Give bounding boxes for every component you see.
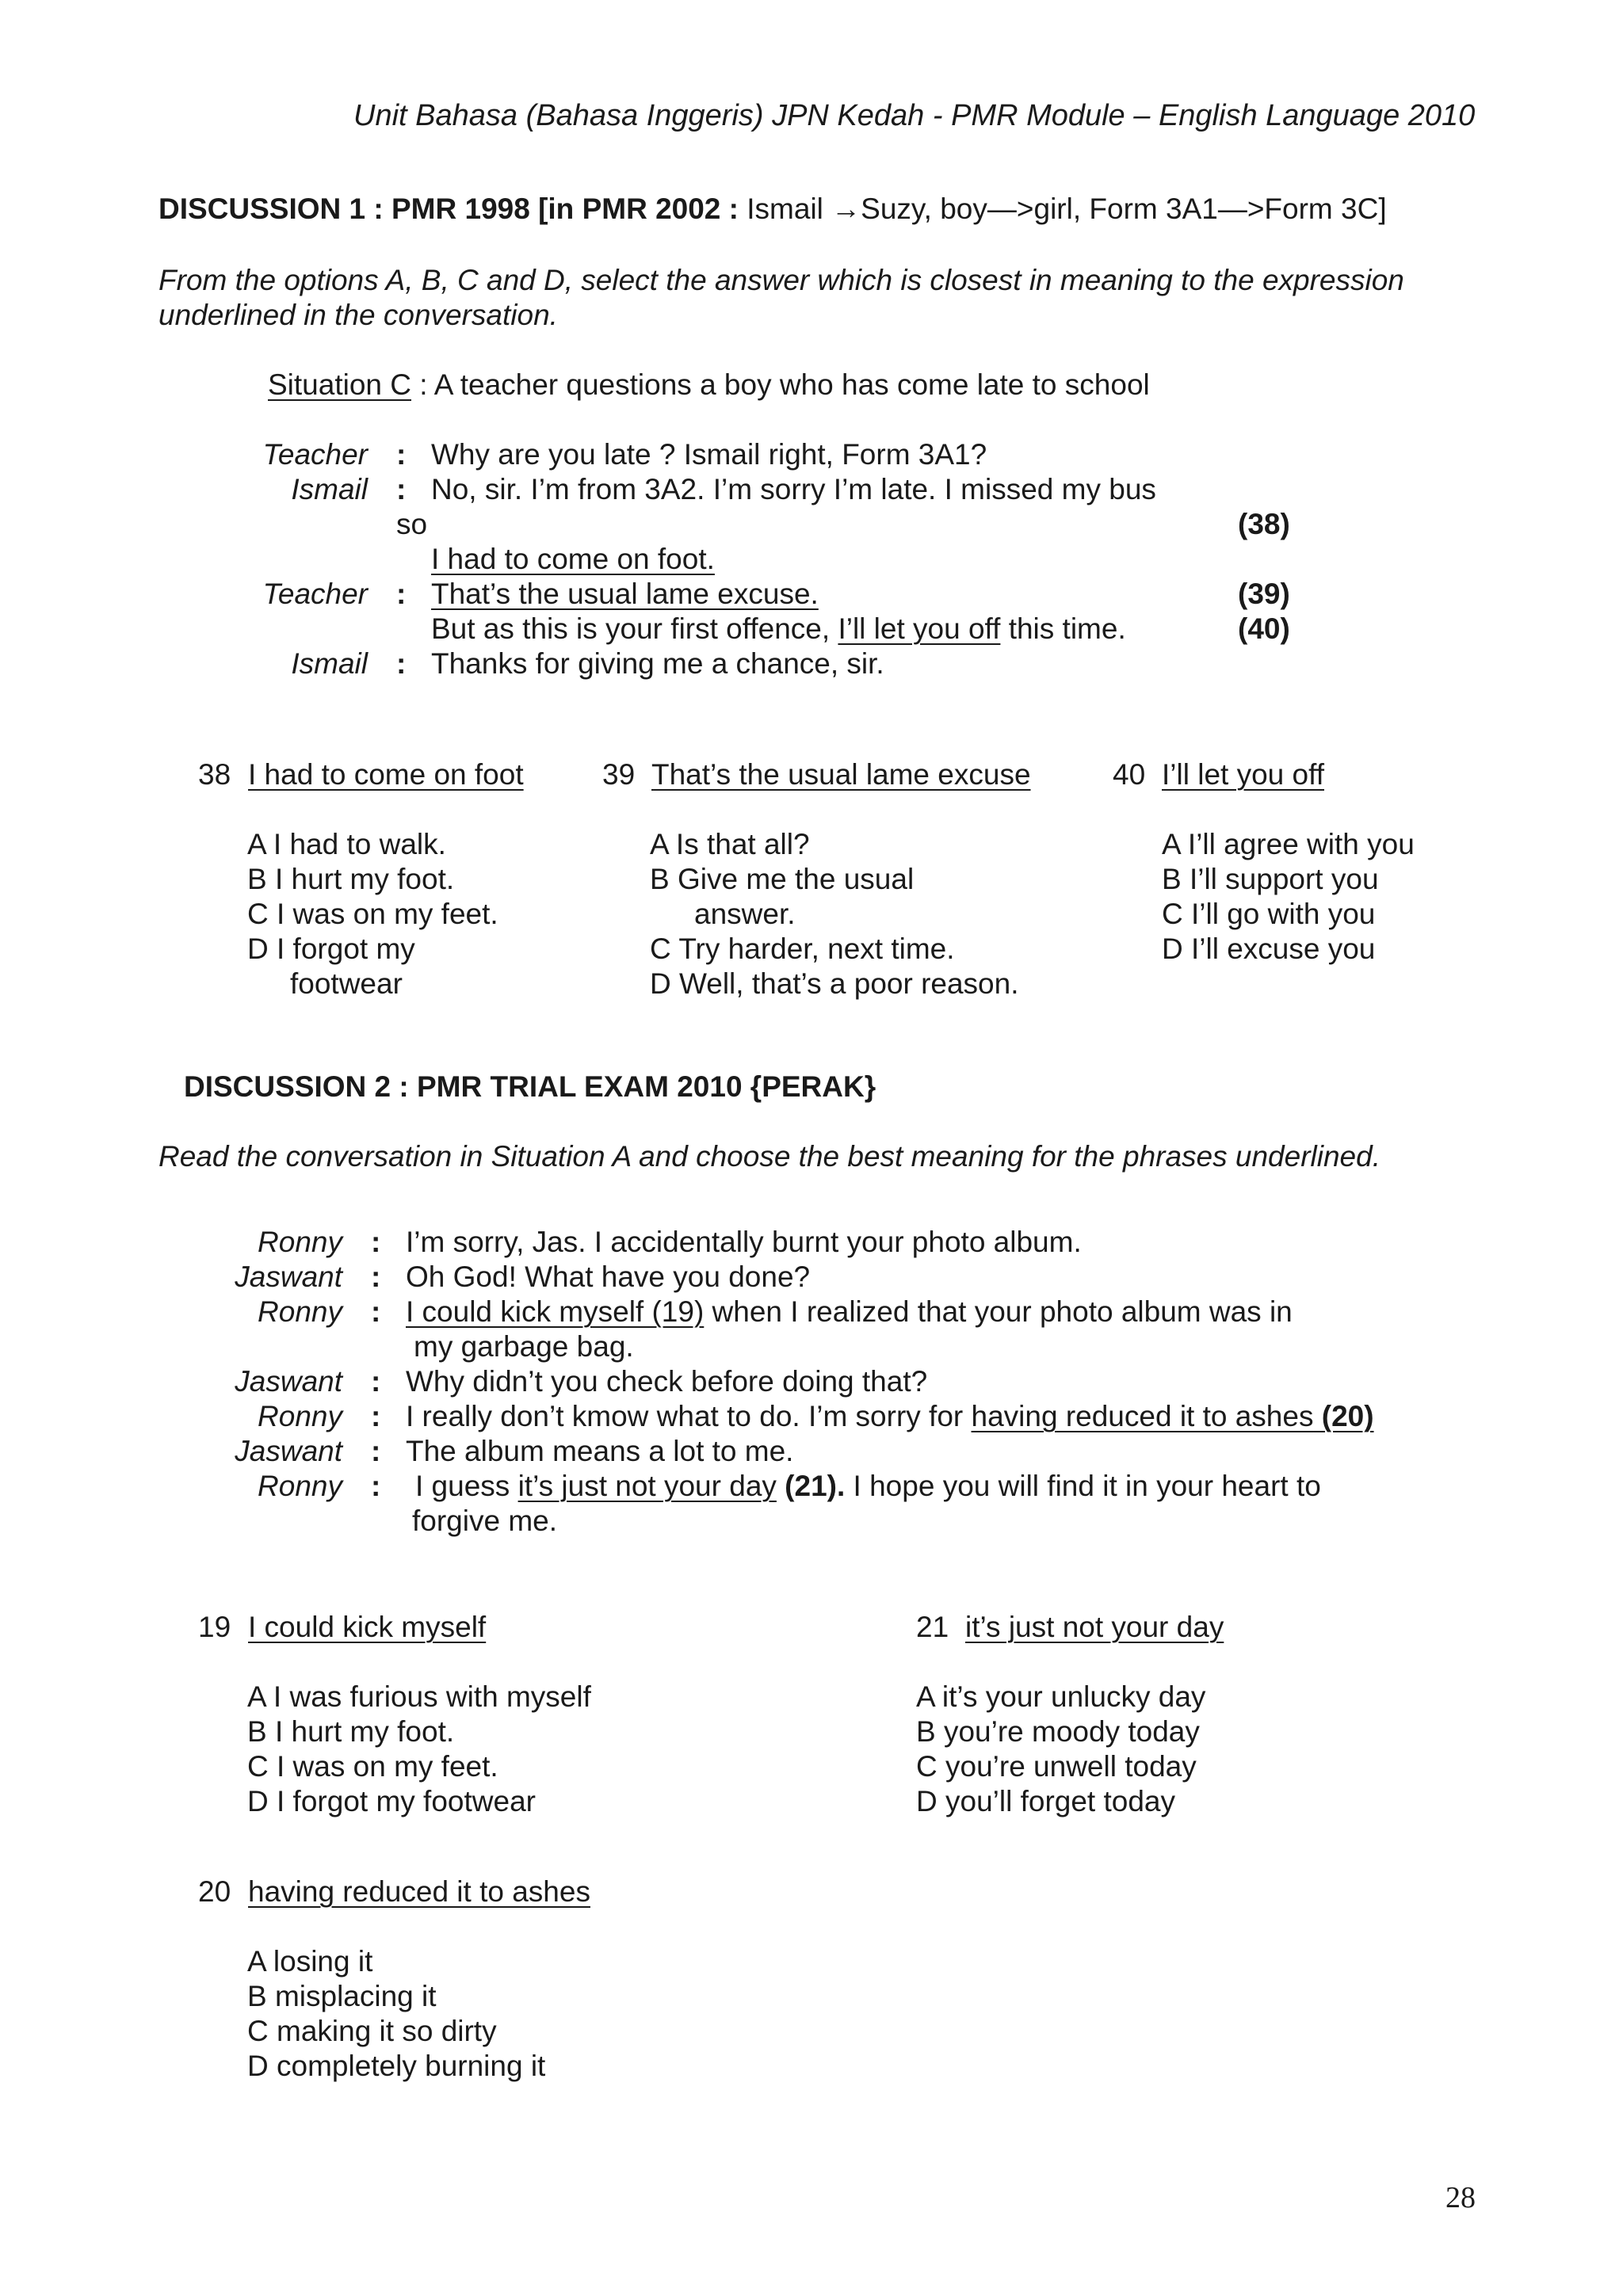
option-a: A I’ll agree with you xyxy=(1162,828,1415,860)
dialogue-line xyxy=(406,1399,1374,1434)
speaker-teacher: Teacher xyxy=(262,578,368,610)
speaker-jaswant: Jaswant xyxy=(235,1365,342,1398)
question-marker-39: (39) xyxy=(1238,578,1290,610)
dialogue-underlined-phrase-20 xyxy=(972,1400,1374,1432)
question-number: 20 xyxy=(198,1875,231,1908)
question-marker-40: (40) xyxy=(1238,612,1290,645)
option-d: D Well, that’s a poor reason. xyxy=(650,967,1019,1000)
speaker-colon: : xyxy=(396,473,407,505)
question-stem: having reduced it to ashes xyxy=(248,1875,590,1908)
option-d: D I forgot my footwear xyxy=(247,1785,536,1817)
situation-c xyxy=(268,368,1150,402)
option-c: C I was on my feet. xyxy=(247,1750,498,1783)
speaker-jaswant: Jaswant xyxy=(235,1261,342,1293)
running-header: Unit Bahasa (Bahasa Inggeris) JPN Kedah - PMR Module – English Language 2010 xyxy=(353,99,1476,132)
speaker-teacher: Teacher xyxy=(262,438,368,471)
dialogue-line: I’m sorry, Jas. I accidentally burnt your photo album. xyxy=(406,1226,1082,1258)
speaker-colon: : xyxy=(371,1400,381,1432)
question-number: 39 xyxy=(602,758,636,791)
dialogue-text: I guess xyxy=(415,1470,518,1502)
speaker-ronny: Ronny xyxy=(258,1226,342,1258)
question-marker-38: (38) xyxy=(1238,508,1290,540)
option-c: C you’re unwell today xyxy=(916,1750,1197,1783)
speaker-colon: : xyxy=(396,647,407,680)
dialogue-line: The album means a lot to me. xyxy=(406,1435,794,1467)
option-d: D you’ll forget today xyxy=(916,1785,1176,1817)
speaker-colon: : xyxy=(396,438,407,471)
dialogue-underlined-phrase-40: I’ll let you off xyxy=(838,612,1001,645)
speaker-ronny: Ronny xyxy=(258,1470,342,1502)
dialogue-line: Thanks for giving me a chance, sir. xyxy=(431,647,884,680)
discussion-2-instruction: Read the conversation in Situation A and choose the best meaning for the phrases underlined. xyxy=(158,1140,1381,1173)
speaker-ismail: Ismail xyxy=(291,473,368,505)
dialogue-line: Oh God! What have you done? xyxy=(406,1261,811,1293)
question-stem: That’s the usual lame excuse xyxy=(651,758,1031,791)
speaker-colon: : xyxy=(371,1470,381,1502)
dialogue-text: I hope you will find it in your heart to xyxy=(845,1470,1321,1502)
dialogue-text: But as this is your first offence, xyxy=(431,612,838,645)
dialogue-line xyxy=(415,1469,1321,1504)
dialogue-line xyxy=(406,1295,1293,1329)
question-number: 40 xyxy=(1113,758,1146,791)
page-number: 28 xyxy=(1445,2181,1476,2214)
dialogue-line xyxy=(431,612,1126,646)
question-marker-21: (21). xyxy=(776,1470,846,1502)
speaker-colon: : xyxy=(371,1365,381,1398)
option-b: B I hurt my foot. xyxy=(247,1715,455,1748)
discussion-1-title-rest: Ismail →Suzy, boy—>girl, Form 3A1—>Form 3C] xyxy=(738,193,1387,225)
option-a: A I was furious with myself xyxy=(247,1680,591,1713)
dialogue-underlined-phrase-38: I had to come on foot. xyxy=(431,543,715,575)
situation-c-label: Situation C xyxy=(268,368,411,401)
option-c: C I was on my feet. xyxy=(247,898,498,930)
question-stem: I had to come on foot xyxy=(248,758,524,791)
option-d-wrap: footwear xyxy=(290,967,403,1000)
dialogue-line: Why are you late ? Ismail right, Form 3A1? xyxy=(431,438,987,471)
dialogue-text: I really don’t kmow what to do. I’m sorry for xyxy=(406,1400,972,1432)
option-c: C making it so dirty xyxy=(247,2015,497,2047)
option-c: C Try harder, next time. xyxy=(650,933,955,965)
speaker-colon: : xyxy=(371,1295,381,1328)
dialogue-line-wrap: forgive me. xyxy=(412,1505,558,1537)
speaker-jaswant: Jaswant xyxy=(235,1435,342,1467)
dialogue-line: No, sir. I’m from 3A2. I’m sorry I’m late. I missed my bus xyxy=(431,473,1156,505)
option-d: D I’ll excuse you xyxy=(1162,933,1376,965)
dialogue-underlined-phrase-21: it’s just not your day xyxy=(517,1470,777,1502)
option-a: A Is that all? xyxy=(650,828,810,860)
question-stem: I’ll let you off xyxy=(1162,758,1324,791)
speaker-colon: : xyxy=(371,1261,381,1293)
speaker-ronny: Ronny xyxy=(258,1400,342,1432)
question-stem: I could kick myself xyxy=(248,1611,487,1643)
question-number: 38 xyxy=(198,758,231,791)
question-marker-20: (20) xyxy=(1313,1400,1374,1432)
discussion-2-title: DISCUSSION 2 : PMR TRIAL EXAM 2010 {PERAK} xyxy=(184,1070,876,1103)
question-number: 19 xyxy=(198,1611,231,1643)
discussion-1-instruction-line-2: underlined in the conversation. xyxy=(158,299,558,331)
option-b: B Give me the usual xyxy=(650,863,915,895)
question-number: 21 xyxy=(916,1611,949,1643)
phrase-text: having reduced it to ashes xyxy=(971,1400,1314,1432)
dialogue-line-wrap: my garbage bag. xyxy=(414,1330,634,1363)
dialogue-text: when I realized that your photo album was in xyxy=(704,1295,1293,1328)
dialogue-line: Why didn’t you check before doing that? xyxy=(406,1365,928,1398)
option-a: A it’s your unlucky day xyxy=(916,1680,1206,1713)
option-a: A losing it xyxy=(247,1945,373,1978)
dialogue-text: this time. xyxy=(1000,612,1126,645)
option-a: A I had to walk. xyxy=(247,828,446,860)
speaker-ronny: Ronny xyxy=(258,1295,342,1328)
speaker-colon: : xyxy=(371,1226,381,1258)
dialogue-underlined-phrase-19: I could kick myself (19) xyxy=(406,1295,705,1328)
dialogue-line-wrap: so xyxy=(396,508,428,540)
speaker-colon: : xyxy=(396,578,407,610)
speaker-colon: : xyxy=(371,1435,381,1467)
situation-c-text: : A teacher questions a boy who has come late to school xyxy=(411,368,1150,401)
dialogue-underlined-phrase-39: That’s the usual lame excuse. xyxy=(431,578,819,610)
speaker-ismail: Ismail xyxy=(291,647,368,680)
option-b: B you’re moody today xyxy=(916,1715,1200,1748)
option-b: B I’ll support you xyxy=(1162,863,1379,895)
option-c: C I’ll go with you xyxy=(1162,898,1376,930)
discussion-1-title xyxy=(158,192,1387,227)
option-d: D I forgot my xyxy=(247,933,415,965)
option-d: D completely burning it xyxy=(247,2050,546,2082)
option-b-wrap: answer. xyxy=(694,898,796,930)
discussion-1-title-bold: DISCUSSION 1 : PMR 1998 [in PMR 2002 : xyxy=(158,193,739,225)
discussion-1-instruction-line-1: From the options A, B, C and D, select the answer which is closest in meaning to the expression xyxy=(158,264,1404,296)
option-b: B I hurt my foot. xyxy=(247,863,455,895)
question-stem: it’s just not your day xyxy=(965,1611,1224,1643)
option-b: B misplacing it xyxy=(247,1980,437,2012)
